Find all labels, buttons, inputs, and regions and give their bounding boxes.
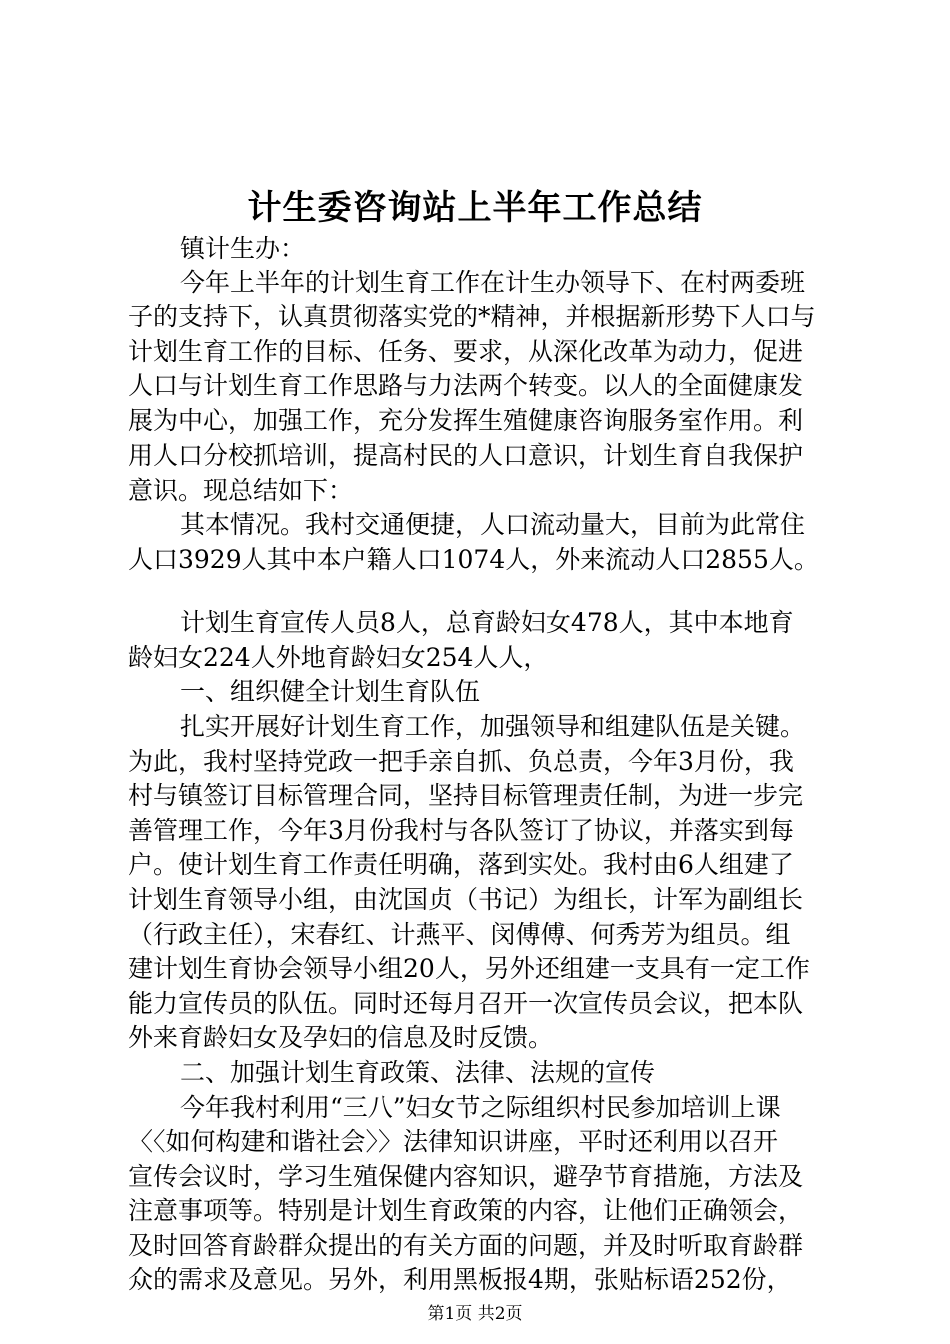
text-line: （行政主任），宋春红、计燕平、闵傅傅、何秀芳为组员。组 [128,920,791,949]
text-line: 今年上半年的计划生育工作在计生办领导下、在村两委班 [180,268,806,297]
text-line: 展为中心，加强工作，充分发挥生殖健康咨询服务室作用。利 [128,406,804,435]
text-line: 计划生育工作的目标、任务、要求，从深化改革为动力，促进 [128,337,804,366]
text-line: 计划生育领导小组，由沈国贞（书记）为组长，计军为副组长 [128,885,804,914]
text-line: 善管理工作，今年3月份我村与各队签订了协议，并落实到每 [128,816,794,845]
text-line: 及时回答育龄群众提出的有关方面的问题，并及时听取育龄群 [128,1231,804,1260]
text-line: 〈〈如何构建和谐社会〉〉法律知识讲座，平时还利用以召开 [128,1127,779,1156]
text-line: 计划生育宣传人员8人，总育龄妇女478人，其中本地育 [180,608,794,637]
text-line: 人口3929人其中本户籍人口1074人，外来流动人口2855人。 [128,545,819,574]
document-title: 计生委咨询站上半年工作总结 [247,188,703,228]
text-line: 意识。现总结如下： [128,476,354,505]
text-line: 人口与计划生育工作思路与力法两个转变。以人的全面健康发 [128,371,804,400]
text-line: 宣传会议时，学习生殖保健内容知识，避孕节育措施，方法及 [128,1162,804,1191]
text-line: 今年我村利用“三八”妇女节之际组织村民参加培训上课 [180,1093,781,1122]
text-line: 户。使计划生育工作责任明确，落到实处。我村由6人组建了 [128,850,794,879]
text-line: 用人口分校抓培训，提高村民的人口意识，计划生育自我保护 [128,441,804,470]
text-line: 建计划生育协会领导小组20人，另外还组建一支具有一定工作 [128,954,810,983]
text-line: 龄妇女224人外地育龄妇女254人人， [128,643,549,672]
text-line: 为此，我村坚持党政一把手亲自抓、负总责，今年3月份，我 [128,747,794,776]
text-line: 能力宣传员的队伍。同时还每月召开一次宣传员会议，把本队 [128,989,804,1018]
text-line: 扎实开展好计划生育工作，加强领导和组建队伍是关键。 [180,712,806,741]
page-number-footer: 第1页 共2页 [427,1304,523,1324]
text-line: 众的需求及意见。另外，利用黑板报4期，张贴标语252份， [128,1265,792,1294]
section-heading-2: 二、加强计划生育政策、法律、法规的宣传 [180,1058,656,1087]
text-line: 注意事项等。特别是计划生育政策的内容，让他们正确领会， [128,1196,804,1225]
section-heading-1: 一、组织健全计划生育队伍 [180,677,481,706]
text-line: 村与镇签订目标管理合同，坚持目标管理责任制，为进一步完 [128,781,804,810]
text-line: 其本情况。我村交通便捷，人口流动量大，目前为此常住 [180,510,806,539]
addressee-line: 镇计生办： [180,234,306,263]
text-line: 子的支持下，认真贯彻落实党的*精神，并根据新形势下人口与 [128,302,816,331]
text-line: 外来育龄妇女及孕妇的信息及时反馈。 [128,1023,554,1052]
